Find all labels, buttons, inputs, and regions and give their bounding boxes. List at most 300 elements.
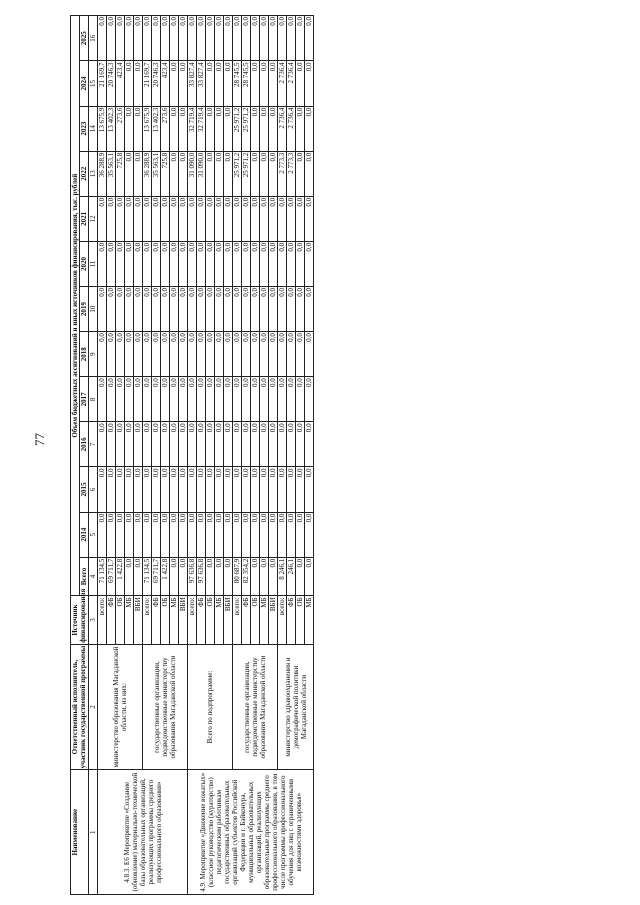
cell-value: 0,0	[305, 377, 314, 422]
cell-value: 0,0	[305, 241, 314, 286]
header-year: 2018	[80, 332, 89, 377]
cell-value: 0,0	[161, 196, 170, 241]
cell-value: 0,0	[269, 377, 278, 422]
cell-value: 0,0	[125, 467, 134, 512]
cell-value: 0,0	[107, 241, 116, 286]
header-year: Всего	[80, 557, 89, 596]
cell-value: 0,0	[188, 196, 197, 241]
cell-value: 69 711,7	[107, 557, 116, 596]
cell-value: 0,0	[296, 422, 305, 467]
cell-value: 0,0	[134, 422, 143, 467]
cell-value: 0,0	[260, 16, 269, 61]
cell-value: 0,0	[161, 287, 170, 332]
cell-value: 0,0	[224, 377, 233, 422]
cell-value: 0,0	[260, 61, 269, 106]
header-index: 9	[89, 332, 98, 377]
cell-value: 2 773,3	[287, 151, 296, 196]
cell-value: 0,0	[116, 16, 125, 61]
cell-value: 2 736,4	[287, 106, 296, 151]
row-source: ОБ	[251, 596, 260, 644]
header-year: 2014	[80, 512, 89, 557]
row-source: МБ	[260, 596, 269, 644]
cell-value: 0,0	[287, 287, 296, 332]
cell-value: 2 773,3	[278, 151, 287, 196]
row-source: ВБИ	[179, 596, 188, 644]
cell-value: 0,0	[251, 151, 260, 196]
cell-value: 273,6	[161, 106, 170, 151]
cell-value: 0,0	[260, 287, 269, 332]
cell-value: 0,0	[107, 467, 116, 512]
header-index: 11	[89, 241, 98, 286]
cell-value: 0,0	[134, 241, 143, 286]
cell-value: 0,0	[98, 16, 107, 61]
cell-value: 0,0	[206, 332, 215, 377]
cell-value: 25 971,2	[233, 106, 242, 151]
cell-value: 0,0	[125, 287, 134, 332]
rotated-table-container	[70, 15, 625, 895]
row-name: 4.8.3. Е6 Мероприятие «Создание (обновление) материально-технической базы образовательных организаций, реализующих программы среднего профессионального образования»	[98, 770, 188, 895]
cell-value: 0,0	[269, 512, 278, 557]
header-index: 7	[89, 422, 98, 467]
cell-value: 0,0	[251, 377, 260, 422]
cell-value: 0,0	[179, 196, 188, 241]
funding-table	[70, 15, 314, 895]
cell-value: 0,0	[206, 287, 215, 332]
header-funding-group: Объем бюджетных ассигнований и иных источников финансирования, тыс. рублей	[71, 16, 80, 596]
cell-value: 25 971,2	[242, 106, 251, 151]
cell-value: 0,0	[278, 16, 287, 61]
cell-value: 25 971,2	[242, 151, 251, 196]
cell-value: 0,0	[116, 332, 125, 377]
cell-value: 0,0	[134, 196, 143, 241]
cell-value: 0,0	[107, 422, 116, 467]
header-year: 2017	[80, 377, 89, 422]
cell-value: 0,0	[206, 557, 215, 596]
cell-value: 0,0	[206, 61, 215, 106]
cell-value: 80 687,9	[233, 557, 242, 596]
cell-value: 0,0	[143, 377, 152, 422]
cell-value: 725,8	[116, 151, 125, 196]
cell-value: 0,0	[296, 16, 305, 61]
cell-value: 0,0	[116, 241, 125, 286]
cell-value: 0,0	[260, 557, 269, 596]
cell-value: 0,0	[143, 241, 152, 286]
cell-value: 0,0	[143, 196, 152, 241]
cell-value: 0,0	[251, 61, 260, 106]
cell-value: 0,0	[278, 377, 287, 422]
row-executor: Всего по подпрограмме:	[188, 644, 233, 770]
cell-value: 0,0	[161, 241, 170, 286]
cell-value: 0,0	[170, 16, 179, 61]
cell-value: 0,0	[170, 332, 179, 377]
cell-value: 0,0	[170, 106, 179, 151]
cell-value: 0,0	[251, 196, 260, 241]
cell-value: 21 169,7	[98, 61, 107, 106]
cell-value: 0,0	[206, 151, 215, 196]
cell-value: 0,0	[179, 287, 188, 332]
table-row	[233, 16, 242, 895]
cell-value: 0,0	[305, 287, 314, 332]
cell-value: 0,0	[269, 467, 278, 512]
header-year: 2022	[80, 151, 89, 196]
cell-value: 0,0	[98, 377, 107, 422]
cell-value: 2 736,4	[278, 106, 287, 151]
cell-value: 0,0	[287, 512, 296, 557]
row-source: ОБ	[116, 596, 125, 644]
cell-value: 0,0	[197, 287, 206, 332]
cell-value: 0,0	[260, 196, 269, 241]
cell-value: 0,0	[242, 512, 251, 557]
cell-value: 28 745,5	[233, 61, 242, 106]
cell-value: 0,0	[134, 61, 143, 106]
cell-value: 0,0	[134, 467, 143, 512]
cell-value: 0,0	[278, 512, 287, 557]
cell-value: 0,0	[98, 422, 107, 467]
cell-value: 2 736,4	[287, 61, 296, 106]
cell-value: 25 971,2	[233, 151, 242, 196]
cell-value: 0,0	[287, 467, 296, 512]
cell-value: 0,0	[170, 151, 179, 196]
cell-value: 0,0	[206, 196, 215, 241]
cell-value: 0,0	[305, 196, 314, 241]
cell-value: 0,0	[143, 422, 152, 467]
cell-value: 0,0	[143, 332, 152, 377]
cell-value: 0,0	[269, 16, 278, 61]
cell-value: 0,0	[143, 467, 152, 512]
cell-value: 0,0	[251, 287, 260, 332]
row-source: всего:	[278, 596, 287, 644]
cell-value: 423,4	[116, 61, 125, 106]
cell-value: 0,0	[278, 422, 287, 467]
header-name: Наименование	[71, 770, 89, 895]
cell-value: 0,0	[188, 287, 197, 332]
row-source: ОБ	[161, 596, 170, 644]
row-executor: министерство образования Магаданской области, из них:	[98, 644, 143, 770]
cell-value: 0,0	[215, 557, 224, 596]
cell-value: 0,0	[305, 332, 314, 377]
cell-value: 0,0	[260, 106, 269, 151]
cell-value: 0,0	[170, 467, 179, 512]
cell-value: 0,0	[161, 332, 170, 377]
cell-value: 0,0	[170, 557, 179, 596]
cell-value: 0,0	[197, 512, 206, 557]
cell-value: 32 719,4	[197, 106, 206, 151]
cell-value: 0,0	[296, 332, 305, 377]
cell-value: 0,0	[296, 241, 305, 286]
row-source: ОБ	[206, 596, 215, 644]
cell-value: 13 402,3	[107, 106, 116, 151]
cell-value: 0,0	[179, 106, 188, 151]
cell-value: 0,0	[197, 422, 206, 467]
cell-value: 0,0	[287, 196, 296, 241]
cell-value: 0,0	[179, 241, 188, 286]
cell-value: 0,0	[251, 332, 260, 377]
cell-value: 0,0	[260, 332, 269, 377]
cell-value: 0,0	[233, 377, 242, 422]
cell-value: 0,0	[251, 557, 260, 596]
row-source: всего:	[98, 596, 107, 644]
cell-value: 0,0	[116, 512, 125, 557]
cell-value: 0,0	[161, 512, 170, 557]
cell-value: 0,0	[224, 106, 233, 151]
cell-value: 36 288,9	[98, 151, 107, 196]
header-year: 2015	[80, 467, 89, 512]
cell-value: 0,0	[215, 196, 224, 241]
cell-value: 0,0	[242, 241, 251, 286]
cell-value: 0,0	[233, 512, 242, 557]
cell-value: 0,0	[251, 512, 260, 557]
cell-value: 0,0	[260, 241, 269, 286]
cell-value: 0,0	[134, 332, 143, 377]
cell-value: 0,0	[152, 467, 161, 512]
cell-value: 0,0	[98, 241, 107, 286]
cell-value: 0,0	[269, 557, 278, 596]
cell-value: 0,0	[170, 377, 179, 422]
header-index: 14	[89, 106, 98, 151]
cell-value: 0,0	[152, 332, 161, 377]
cell-value: 0,0	[215, 332, 224, 377]
cell-value: 0,0	[269, 287, 278, 332]
cell-value: 69 711,7	[152, 557, 161, 596]
cell-value: 0,0	[134, 16, 143, 61]
header-executor: Ответственный исполнитель, участник государственной программы	[71, 645, 87, 769]
cell-value: 0,0	[179, 422, 188, 467]
cell-value: 0,0	[215, 241, 224, 286]
row-source: ВБИ	[134, 596, 143, 644]
cell-value: 0,0	[215, 151, 224, 196]
row-source: ФБ	[287, 596, 296, 644]
cell-value: 0,0	[152, 196, 161, 241]
cell-value: 32 719,4	[188, 106, 197, 151]
header-index: 4	[89, 557, 98, 596]
cell-value: 20 746,3	[107, 61, 116, 106]
cell-value: 0,0	[125, 61, 134, 106]
cell-value: 20 746,3	[152, 61, 161, 106]
cell-value: 0,0	[188, 512, 197, 557]
cell-value: 0,0	[179, 332, 188, 377]
row-source: ОБ	[296, 596, 305, 644]
cell-value: 0,0	[125, 196, 134, 241]
header-index: 12	[89, 196, 98, 241]
cell-value: 0,0	[116, 196, 125, 241]
cell-value: 0,0	[233, 467, 242, 512]
cell-value: 0,0	[125, 422, 134, 467]
cell-value: 0,0	[305, 151, 314, 196]
cell-value: 0,0	[269, 151, 278, 196]
cell-value: 0,0	[305, 422, 314, 467]
cell-value: 0,0	[224, 241, 233, 286]
cell-value: 0,0	[152, 422, 161, 467]
cell-value: 2 736,4	[278, 61, 287, 106]
row-name: 4.9. Мероприятие «Движение вожатых» (классное руководство (кураторство) педагогическим работникам государственных образовательных организаций субъектов Российской Федерации и г. Байконура, муниципальных образовательных организаций, реализующих образовательные программы среднего профессионального образования, в том числе программы профессионального обучения для лиц с ограниченными возможностями здоровья»	[188, 770, 314, 895]
cell-value: 0,0	[269, 422, 278, 467]
cell-value: 0,0	[206, 241, 215, 286]
cell-value: 0,0	[134, 106, 143, 151]
cell-value: 0,0	[107, 16, 116, 61]
cell-value: 0,0	[188, 16, 197, 61]
table-row	[278, 16, 287, 895]
cell-value: 0,0	[116, 422, 125, 467]
cell-value: 0,0	[251, 16, 260, 61]
cell-value: 0,0	[296, 151, 305, 196]
cell-value: 0,0	[170, 196, 179, 241]
table-row	[143, 16, 152, 895]
cell-value: 0,0	[197, 196, 206, 241]
cell-value: 246,1	[287, 557, 296, 596]
cell-value: 0,0	[161, 16, 170, 61]
cell-value: 0,0	[251, 106, 260, 151]
cell-value: 8 246,1	[278, 557, 287, 596]
header-year: 2023	[80, 106, 89, 151]
cell-value: 0,0	[224, 151, 233, 196]
cell-value: 0,0	[296, 287, 305, 332]
cell-value: 0,0	[224, 422, 233, 467]
cell-value: 0,0	[125, 16, 134, 61]
cell-value: 0,0	[278, 241, 287, 286]
header-year: 2016	[80, 422, 89, 467]
cell-value: 0,0	[107, 196, 116, 241]
cell-value: 0,0	[287, 241, 296, 286]
header-source: Источник финансирования	[71, 588, 87, 643]
header-index: 3	[89, 596, 98, 644]
cell-value: 0,0	[206, 16, 215, 61]
cell-value: 0,0	[296, 196, 305, 241]
cell-value: 0,0	[278, 287, 287, 332]
cell-value: 0,0	[305, 467, 314, 512]
cell-value: 0,0	[98, 467, 107, 512]
cell-value: 0,0	[287, 422, 296, 467]
header-index: 13	[89, 151, 98, 196]
cell-value: 0,0	[116, 377, 125, 422]
cell-value: 0,0	[107, 332, 116, 377]
row-source: ВБИ	[224, 596, 233, 644]
cell-value: 0,0	[161, 467, 170, 512]
header-index: 15	[89, 61, 98, 106]
header-year: 2020	[80, 241, 89, 286]
header-year: 2019	[80, 287, 89, 332]
row-source: МБ	[125, 596, 134, 644]
cell-value: 0,0	[188, 467, 197, 512]
cell-value: 0,0	[179, 16, 188, 61]
cell-value: 0,0	[296, 557, 305, 596]
row-source: ФБ	[152, 596, 161, 644]
row-source: всего:	[233, 596, 242, 644]
cell-value: 0,0	[260, 377, 269, 422]
cell-value: 0,0	[269, 241, 278, 286]
cell-value: 0,0	[278, 196, 287, 241]
cell-value: 0,0	[98, 287, 107, 332]
cell-value: 0,0	[152, 377, 161, 422]
cell-value: 0,0	[224, 287, 233, 332]
cell-value: 0,0	[152, 16, 161, 61]
cell-value: 0,0	[242, 467, 251, 512]
cell-value: 0,0	[269, 332, 278, 377]
cell-value: 0,0	[233, 196, 242, 241]
cell-value: 0,0	[215, 512, 224, 557]
cell-value: 0,0	[179, 467, 188, 512]
cell-value: 0,0	[197, 332, 206, 377]
cell-value: 0,0	[134, 377, 143, 422]
cell-value: 0,0	[188, 332, 197, 377]
cell-value: 0,0	[197, 241, 206, 286]
cell-value: 0,0	[242, 287, 251, 332]
cell-value: 0,0	[134, 287, 143, 332]
header-year: 2024	[80, 61, 89, 106]
cell-value: 0,0	[125, 241, 134, 286]
cell-value: 0,0	[179, 377, 188, 422]
cell-value: 0,0	[287, 16, 296, 61]
header-index: 1	[89, 770, 98, 895]
cell-value: 0,0	[143, 16, 152, 61]
cell-value: 0,0	[251, 241, 260, 286]
cell-value: 0,0	[233, 241, 242, 286]
cell-value: 0,0	[242, 377, 251, 422]
cell-value: 0,0	[170, 512, 179, 557]
cell-value: 31 090,0	[188, 151, 197, 196]
table-row	[188, 16, 197, 895]
cell-value: 0,0	[251, 467, 260, 512]
header-year: 2025	[80, 16, 89, 61]
cell-value: 0,0	[242, 332, 251, 377]
cell-value: 0,0	[125, 512, 134, 557]
cell-value: 0,0	[224, 61, 233, 106]
row-source: всего:	[143, 596, 152, 644]
header-year: 2021	[80, 196, 89, 241]
cell-value: 0,0	[215, 16, 224, 61]
cell-value: 0,0	[206, 106, 215, 151]
cell-value: 0,0	[206, 377, 215, 422]
row-executor: государственные организации, подведомственные министерству образования Магаданской области	[143, 644, 188, 770]
cell-value: 0,0	[179, 512, 188, 557]
cell-value: 0,0	[215, 467, 224, 512]
cell-value: 0,0	[188, 422, 197, 467]
cell-value: 0,0	[305, 61, 314, 106]
cell-value: 0,0	[107, 377, 116, 422]
row-executor: государственные организации, подведомственные министерству образования Магаданской области	[233, 644, 278, 770]
cell-value: 0,0	[125, 557, 134, 596]
cell-value: 31 090,0	[197, 151, 206, 196]
cell-value: 0,0	[179, 557, 188, 596]
cell-value: 0,0	[134, 557, 143, 596]
cell-value: 0,0	[242, 196, 251, 241]
cell-value: 0,0	[242, 422, 251, 467]
cell-value: 0,0	[224, 16, 233, 61]
cell-value: 0,0	[215, 422, 224, 467]
cell-value: 423,4	[161, 61, 170, 106]
cell-value: 0,0	[152, 512, 161, 557]
cell-value: 13 675,9	[143, 106, 152, 151]
cell-value: 0,0	[170, 61, 179, 106]
row-source: МБ	[215, 596, 224, 644]
cell-value: 0,0	[134, 151, 143, 196]
cell-value: 0,0	[296, 467, 305, 512]
cell-value: 0,0	[107, 287, 116, 332]
cell-value: 97 636,8	[188, 557, 197, 596]
cell-value: 0,0	[215, 106, 224, 151]
cell-value: 0,0	[152, 241, 161, 286]
cell-value: 0,0	[260, 467, 269, 512]
cell-value: 0,0	[134, 512, 143, 557]
cell-value: 0,0	[179, 151, 188, 196]
row-source: ФБ	[242, 596, 251, 644]
cell-value: 0,0	[143, 512, 152, 557]
cell-value: 0,0	[305, 557, 314, 596]
header-index: 10	[89, 287, 98, 332]
cell-value: 71 134,5	[98, 557, 107, 596]
cell-value: 0,0	[125, 106, 134, 151]
cell-value: 0,0	[242, 16, 251, 61]
cell-value: 0,0	[161, 422, 170, 467]
